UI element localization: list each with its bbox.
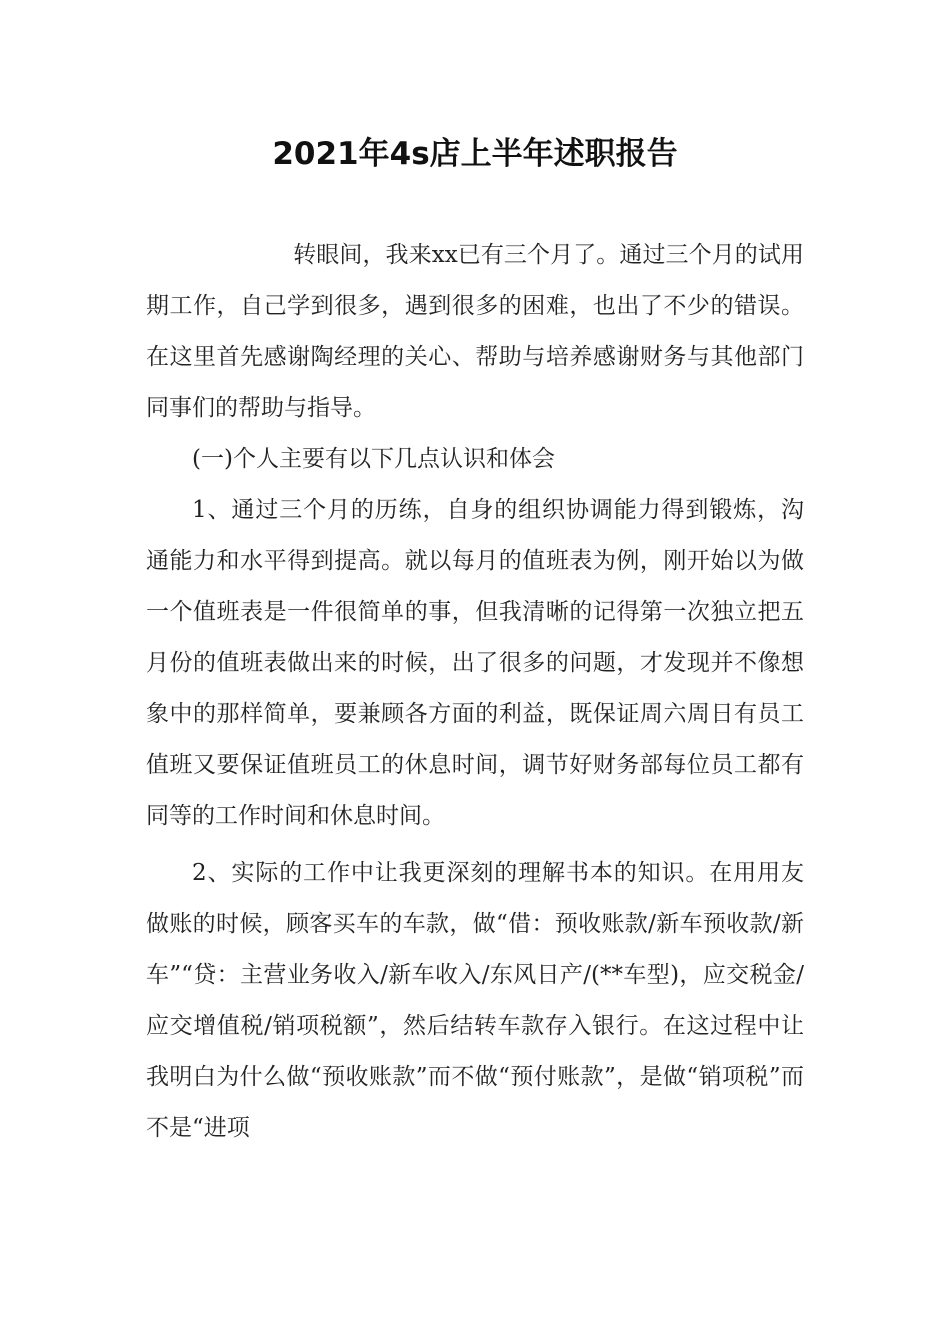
- paragraph-intro: 转眼间，我来xx已有三个月了。通过三个月的试用期工作，自己学到很多，遇到很多的困难，也出了不少的错误。在这里首先感谢陶经理的关心、帮助与培养感谢财务与其他部门同事们的帮助与指导。: [146, 242, 804, 421]
- document-title: 2021年4s店上半年述职报告: [272, 136, 678, 172]
- paragraph-point-2: 2、实际的工作中让我更深刻的理解书本的知识。在用用友做账的时候，顾客买车的车款，做“借：预收账款/新车预收款/新车”“贷：主营业务收入/新车收入/东风日产/(**车型)，应交税金/应交增值税/销项税额”，然后结转车款存入银行。在这过程中让我明白为什么做“预收账款”而不做“预付账款”，是做“销项税”而不是“进项: [146, 860, 804, 1141]
- document-body: [146, 230, 804, 1154]
- paragraph-point-1: 1、通过三个月的历练，自身的组织协调能力得到锻炼，沟通能力和水平得到提高。就以每月的值班表为例，刚开始以为做一个值班表是一件很简单的事，但我清晰的记得第一次独立把五月份的值班表做出来的时候，出了很多的问题，才发现并不像想象中的那样简单，要兼顾各方面的利益，既保证周六周日有员工值班又要保证值班员工的休息时间，调节好财务部每位员工都有同等的工作时间和休息时间。: [146, 497, 804, 829]
- paragraph-section-heading: (一)个人主要有以下几点认识和体会: [192, 446, 555, 472]
